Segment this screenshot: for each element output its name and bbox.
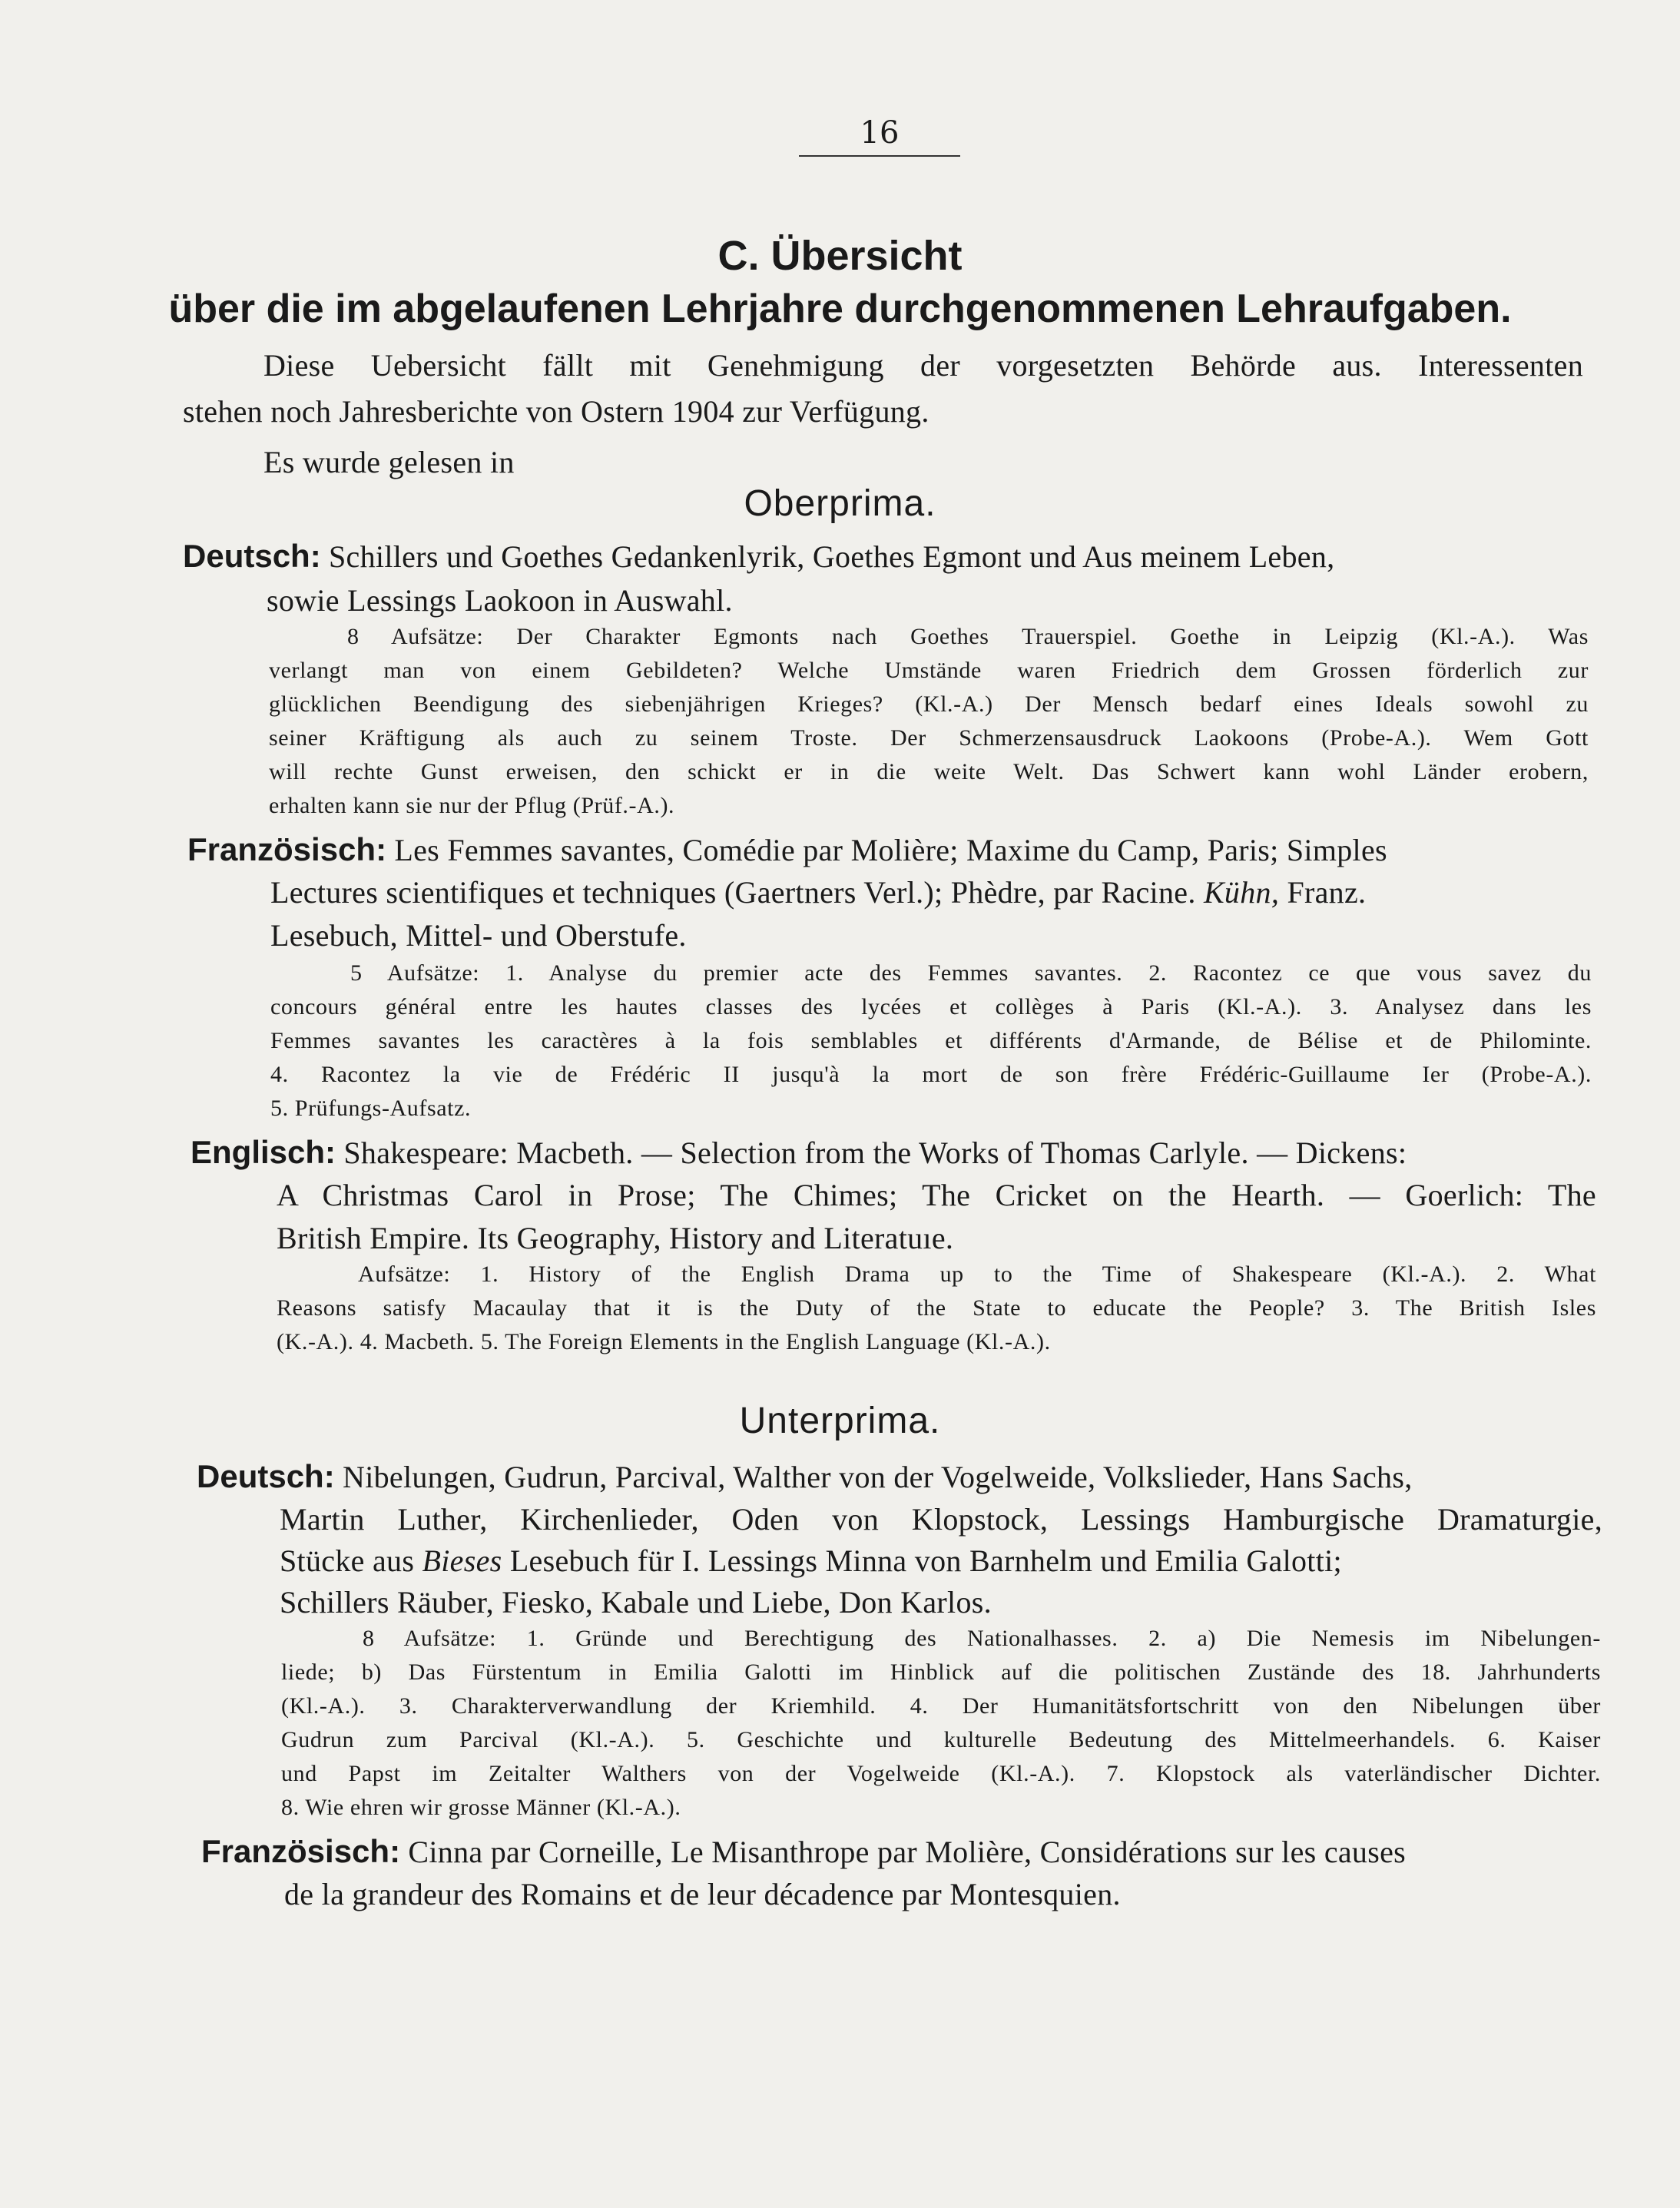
unter-deutsch-aufsatz-1: 8 Aufsätze: 1. Gründe und Berechtigung des Nationalhasses. 2. a) Die Nemesis im Nibelungen- xyxy=(363,1626,1601,1651)
ober-franz-aufsatz-2: concours général entre les hautes classes des lycées et collèges à Paris (Kl.-A.). 3. Analysez dans les xyxy=(270,994,1592,1019)
ober-deutsch-aufsatz-5: will rechte Gunst erweisen, den schickt er in die weite Welt. Das Schwert kann wohl Länder erobern, xyxy=(269,759,1589,784)
ober-franz-line-2 xyxy=(270,874,1366,910)
page-number: 16 xyxy=(799,115,960,157)
ober-franz-aufsatz-1: 5 Aufsätze: 1. Analyse du premier acte des Femmes savantes. 2. Racontez ce que vous savez du xyxy=(350,960,1592,986)
unter-deutsch-text-3a: Stücke aus xyxy=(280,1543,415,1578)
ober-deutsch-text-1: Schillers und Goethes Gedankenlyrik, Goethes Egmont und Aus meinem Leben, xyxy=(329,539,1335,574)
intro-line-3: Es wurde gelesen in xyxy=(263,445,515,479)
ober-deutsch-line-2: sowie Lessings Laokoon in Auswahl. xyxy=(267,583,733,618)
ober-engl-line-3: British Empire. Its Geography, History and Literatuıe. xyxy=(277,1221,954,1255)
ober-deutsch-aufsatz-4: seiner Kräftigung als auch zu seinem Troste. Der Schmerzensausdruck Laokoons (Probe-A.). Wem Gott xyxy=(269,725,1589,751)
ober-franz-line-1 xyxy=(187,831,1592,868)
ober-engl-line-1 xyxy=(191,1134,1596,1171)
ober-engl-aufsatz-3: (K.-A.). 4. Macbeth. 5. The Foreign Elements in the English Language (Kl.-A.). xyxy=(277,1329,1051,1354)
ober-deutsch-aufsatz-3: glücklichen Beendigung des siebenjährigen Krieges? (Kl.-A.) Der Mensch bedarf eines Ideals sowohl zu xyxy=(269,691,1589,717)
ober-franz-text-2: Lectures scientifiques et techniques (Gaertners Verl.); Phèdre, par Racine. xyxy=(270,875,1196,910)
ober-franz-aufsatz-4: 4. Racontez la vie de Frédéric II jusqu'à la mort de son frère Frédéric-Guillaume Ier (Probe-A.). xyxy=(270,1062,1592,1087)
unter-franz-label: Französisch: xyxy=(201,1833,401,1869)
ober-engl-label: Englisch: xyxy=(191,1134,336,1170)
ober-deutsch-label: Deutsch: xyxy=(183,538,321,574)
ober-deutsch-aufsatz-2: verlangt man von einem Gebildeten? Welche Umstände waren Friedrich dem Grossen förderlich zur xyxy=(269,658,1589,683)
unter-franz-line-1 xyxy=(201,1833,1604,1870)
ober-franz-aufsatz-3: Femmes savantes les caractères à la fois semblables et différents d'Armande, de Bélise et de Philominte. xyxy=(270,1028,1592,1053)
ober-franz-text-2-end: Franz. xyxy=(1287,875,1367,910)
unter-deutsch-text-3b: Lesebuch für I. Lessings Minna von Barnhelm und Emilia Galotti; xyxy=(509,1543,1342,1578)
ober-franz-author: Kühn, xyxy=(1203,875,1280,910)
unter-deutsch-line-1 xyxy=(197,1458,1602,1495)
ober-franz-aufsatz-5: 5. Prüfungs-Aufsatz. xyxy=(270,1096,472,1121)
unter-deutsch-line-3 xyxy=(280,1543,1602,1579)
intro-line-2: stehen noch Jahresberichte von Ostern 1904 zur Verfügung. xyxy=(183,394,929,429)
ober-engl-line-2: A Christmas Carol in Prose; The Chimes; The Cricket on the Hearth. — Goerlich: The xyxy=(277,1178,1596,1212)
unter-deutsch-text-1: Nibelungen, Gudrun, Parcival, Walther von der Vogelweide, Volkslieder, Hans Sachs, xyxy=(343,1460,1413,1494)
ober-deutsch-aufsatz-1: 8 Aufsätze: Der Charakter Egmonts nach Goethes Trauerspiel. Goethe in Leipzig (Kl.-A.). Was xyxy=(347,624,1589,649)
section-oberprima: Oberprima. xyxy=(744,483,936,524)
section-unterprima: Unterprima. xyxy=(739,1401,941,1441)
unter-deutsch-aufsatz-6: 8. Wie ehren wir grosse Männer (Kl.-A.). xyxy=(281,1795,681,1820)
ober-engl-aufsatz-2: Reasons satisfy Macaulay that it is the Duty of the State to educate the People? 3. The British Isles xyxy=(277,1295,1596,1321)
ober-franz-line-3: Lesebuch, Mittel- und Oberstufe. xyxy=(270,918,687,953)
unter-deutsch-label: Deutsch: xyxy=(197,1458,335,1494)
ober-deutsch-aufsatz-6: erhalten kann sie nur der Pflug (Prüf.-A.). xyxy=(269,793,675,818)
ober-franz-label: Französisch: xyxy=(187,831,387,867)
heading-subtitle: über die im abgelaufenen Lehrjahre durchgenommenen Lehraufgaben. xyxy=(168,287,1512,331)
ober-engl-aufsatz-1: Aufsätze: 1. History of the English Drama up to the Time of Shakespeare (Kl.-A.). 2. What xyxy=(358,1261,1596,1287)
ober-deutsch-line-1 xyxy=(183,538,1589,575)
unter-franz-text-1: Cinna par Corneille, Le Misanthrope par Molière, Considérations sur les causes xyxy=(408,1835,1407,1869)
unter-deutsch-aufsatz-4: Gudrun zum Parcival (Kl.-A.). 5. Geschichte und kulturelle Bedeutung des Mittelmeerhandels. 6. Kaiser xyxy=(281,1727,1601,1752)
ober-engl-text-1: Shakespeare: Macbeth. — Selection from the Works of Thomas Carlyle. — Dickens: xyxy=(343,1135,1407,1170)
unter-franz-line-2: de la grandeur des Romains et de leur décadence par Montesquien. xyxy=(284,1877,1121,1911)
unter-deutsch-aufsatz-3: (Kl.-A.). 3. Charakterverwandlung der Kriemhild. 4. Der Humanitätsfortschritt von den Nibelungen über xyxy=(281,1693,1601,1719)
unter-deutsch-line-4: Schillers Räuber, Fiesko, Kabale und Liebe, Don Karlos. xyxy=(280,1585,992,1620)
unter-deutsch-author: Bieses xyxy=(422,1543,502,1578)
intro-line-1: Diese Uebersicht fällt mit Genehmigung der vorgesetzten Behörde aus. Interessenten xyxy=(263,348,1583,383)
ober-franz-text-1: Les Femmes savantes, Comédie par Molière; Maxime du Camp, Paris; Simples xyxy=(394,833,1387,867)
heading-title: C. Übersicht xyxy=(717,233,963,279)
unter-deutsch-line-2: Martin Luther, Kirchenlieder, Oden von Klopstock, Lessings Hamburgische Dramaturgie, xyxy=(280,1502,1602,1537)
unter-deutsch-aufsatz-2: liede; b) Das Fürstentum in Emilia Galotti im Hinblick auf die politischen Zustände des 18. Jahrhunderts xyxy=(281,1659,1601,1685)
unter-deutsch-aufsatz-5: und Papst im Zeitalter Walthers von der Vogelweide (Kl.-A.). 7. Klopstock als vaterländischer Dichter. xyxy=(281,1761,1601,1786)
